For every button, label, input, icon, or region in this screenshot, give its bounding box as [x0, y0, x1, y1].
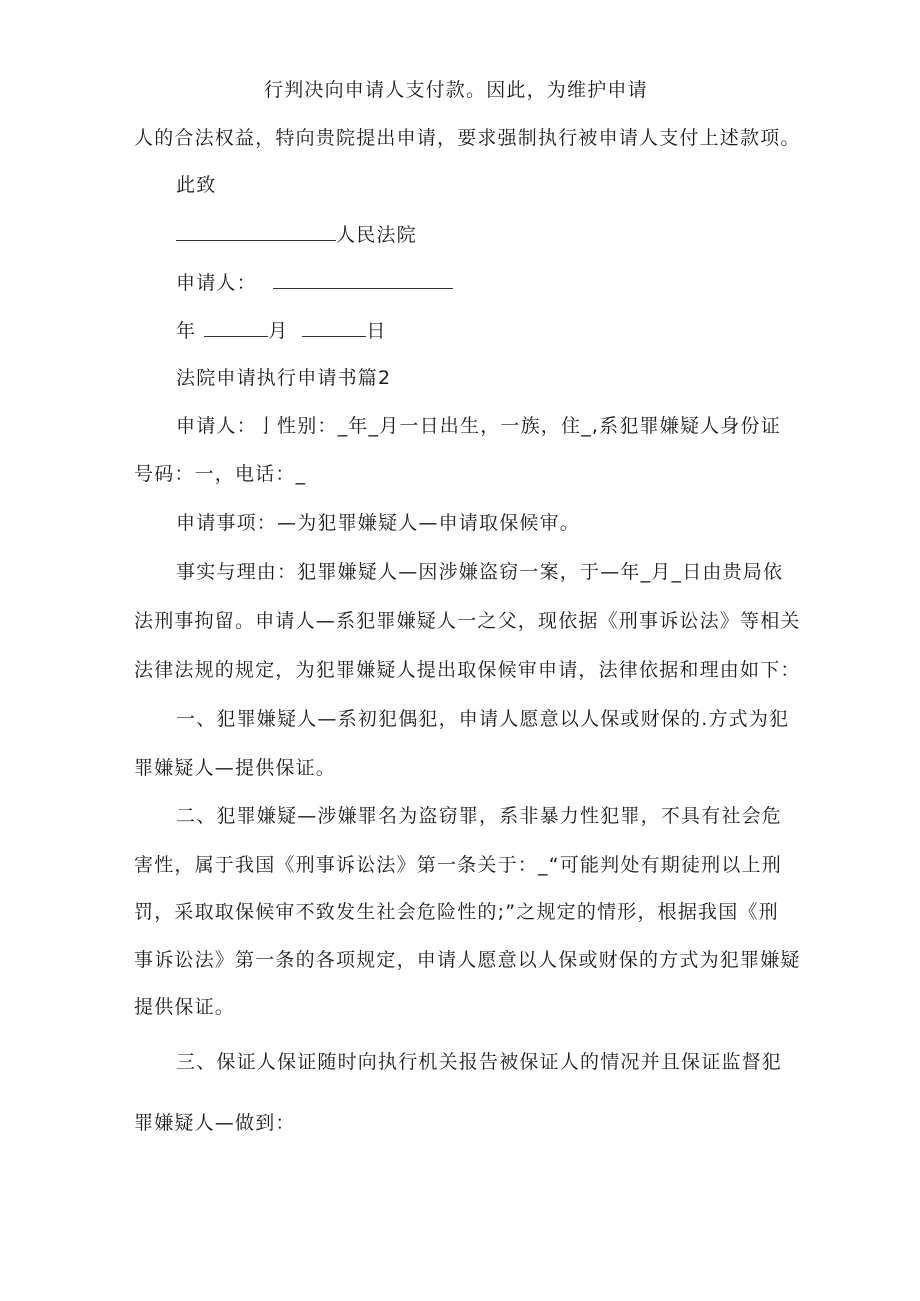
salutation: 此致 [176, 174, 217, 196]
text-line: 人的合法权益，特向贵院提出申请，要求强制执行被申请人支付上述款项。 [134, 127, 801, 149]
text-line: 罪嫌疑人—提供保证。 [134, 757, 337, 779]
date-blank [302, 318, 366, 337]
applicant-label: 申请人： [176, 272, 257, 294]
text-line: 罪嫌疑人—做到： [134, 1112, 296, 1134]
text-line: 害性，属于我国《刑事诉讼法》第一条关于：_“可能判处有期徒刑以上刑 [134, 854, 782, 876]
date-line [176, 318, 387, 343]
court-suffix: 人民法院 [336, 224, 417, 246]
text-line: 事诉讼法》第一条的各项规定，申请人愿意以人保或财保的方式为犯罪嫌疑 [134, 949, 801, 971]
text-line: 号码：一，电话：_ [134, 463, 307, 485]
text-line: 提供保证。 [134, 996, 236, 1018]
text-line: 申请事项：—为犯罪嫌疑人—申请取保候审。 [176, 512, 581, 534]
date-month-label: 月 [268, 320, 289, 342]
text-line: 一、犯罪嫌疑人—系初犯偶犯，申请人愿意以人保或财保的.方式为犯 [176, 708, 790, 730]
date-day-label: 日 [366, 320, 387, 342]
text-line: 二、犯罪嫌疑—涉嫌罪名为盗窃罪，系非暴力性犯罪，不具有社会危 [176, 805, 783, 827]
text-line: 法刑事拘留。申请人—系犯罪嫌疑人一之父，现依据《刑事诉讼法》等相关 [134, 610, 801, 632]
text-line: 三、保证人保证随时向执行机关报告被保证人的情况并且保证监督犯 [176, 1051, 783, 1073]
section-heading: 法院申请执行申请书篇2 [176, 367, 392, 389]
text-line: 申请人：亅性别：_年_月一日出生，一族，住_,系犯罪嫌疑人身份证 [176, 415, 781, 437]
court-name-blank [176, 222, 336, 241]
text-line: 法律法规的规定，为犯罪嫌疑人提出取保候审申请，法律依据和理由如下： [134, 659, 801, 681]
text-line: 事实与理由：犯罪嫌疑人—因涉嫌盗窃一案，于—年_月_日由贵局依 [176, 561, 784, 583]
court-line [176, 222, 417, 247]
applicant-signature-line [176, 270, 453, 295]
text-line: 罚，采取取保候审不致发生社会危险性的;”之规定的情形，根据我国《刑 [134, 901, 779, 923]
applicant-blank [273, 270, 453, 289]
date-year-label: 年 [176, 320, 197, 342]
date-blank [204, 318, 268, 337]
text-line: 行判决向申请人支付款。因此，为维护申请 [264, 79, 648, 101]
